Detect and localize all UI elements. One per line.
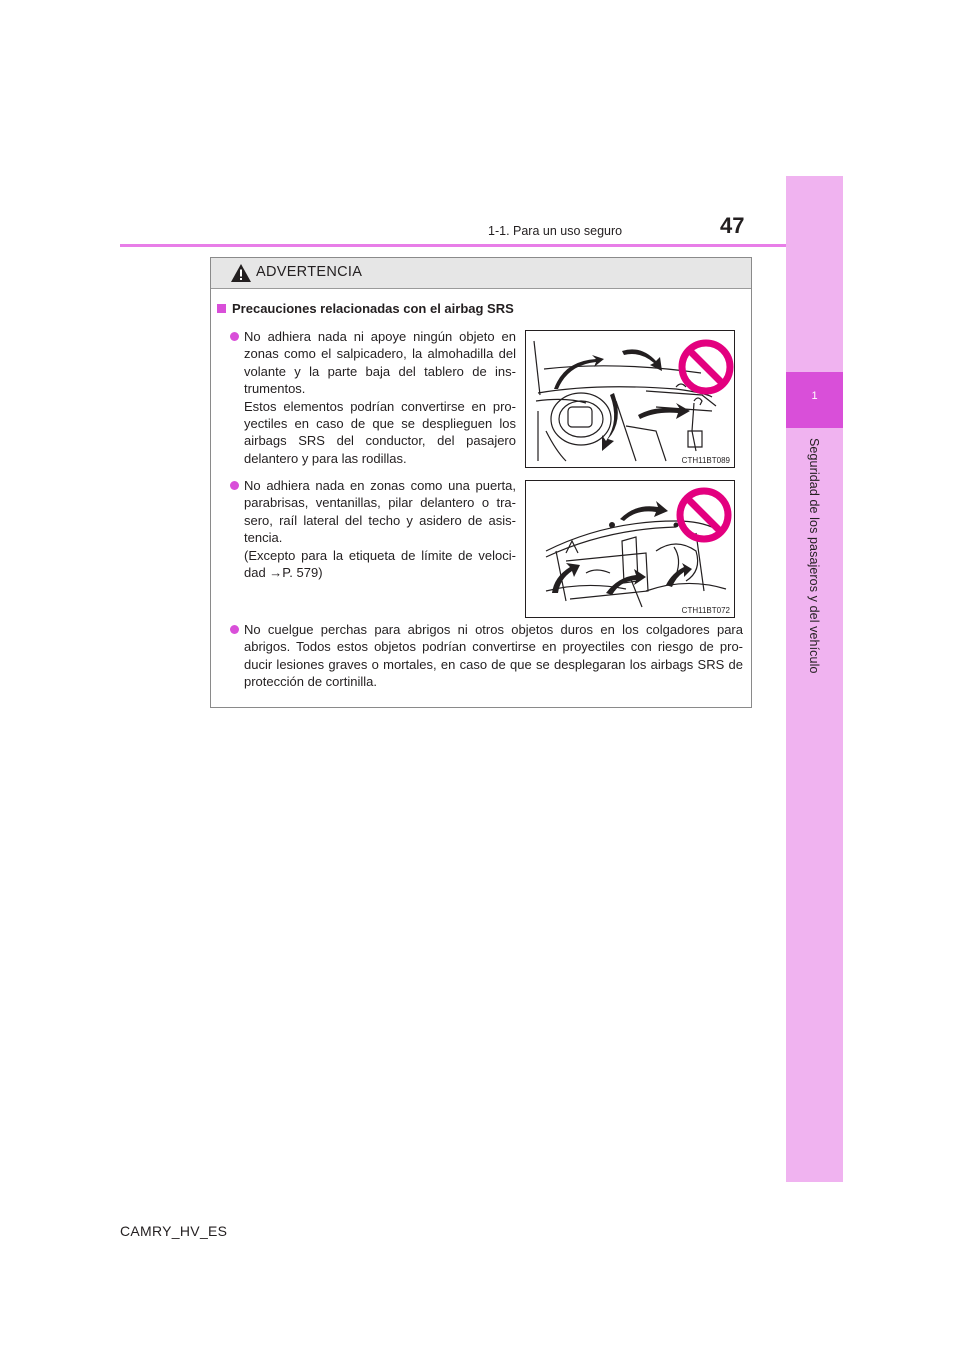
item-2-paragraph-2: (Excepto para la etiqueta de límite de veloci-dad →P. 579)	[244, 547, 516, 581]
section-heading-text: Precauciones relacionadas con el airbag SRS	[232, 301, 514, 316]
bullet-icon	[230, 332, 239, 341]
dashboard-illustration	[526, 331, 734, 467]
dashboard-airbag-figure	[525, 330, 735, 468]
chapter-side-tab	[786, 176, 843, 1182]
chapter-title-vertical	[804, 438, 824, 858]
prohibition-sign-icon	[682, 343, 730, 391]
square-bullet-icon	[217, 304, 226, 313]
header-rule	[120, 244, 786, 247]
bullet-icon	[230, 481, 239, 490]
page-number: 47	[720, 213, 745, 238]
prohibition-sign-icon	[680, 491, 728, 539]
item-1-paragraph-1: No adhiera nada ni apoye ningún objeto en zonas como el salpicadero, la almohadilla del volante y la parte baja del tablero de ins-trumentos.	[244, 329, 516, 397]
section-heading	[217, 301, 514, 316]
warning-box	[210, 257, 752, 708]
item-3-paragraph-1: No cuelgue perchas para abrigos ni otros objetos duros en los colgadores para abrigos. Todos estos objetos podrían convertirse en proyectiles con riesgo de pro-ducir lesiones graves o mortales, en caso de que se desplegaran los airbags SRS de protección de cortinilla.	[244, 622, 743, 690]
item-2-paragraph-1: No adhiera nada en zonas como una puerta, parabrisas, ventanillas, pilar delantero o tra-sero, raíl lateral del techo y asidero de asis-tencia.	[244, 478, 516, 546]
running-header-section: 1-1. Para un uso seguro	[488, 224, 623, 238]
warning-item-1	[244, 328, 516, 467]
cabin-airbag-figure	[525, 480, 735, 618]
warning-item-3	[244, 621, 743, 691]
warning-header	[211, 258, 751, 289]
chapter-number: 1	[811, 390, 818, 402]
item-1-paragraph-2: Estos elementos podrían convertirse en pro-yectiles en caso de que se desplieguen los airbags SRS del conductor, del pasajero delantero y para las rodillas.	[244, 398, 516, 466]
warning-item-2	[244, 477, 516, 581]
figure-code: CTH11BT072	[681, 606, 730, 615]
warning-title: ADVERTENCIA	[256, 264, 363, 280]
figure-code: CTH11BT089	[681, 456, 730, 465]
bullet-icon	[230, 625, 239, 634]
cabin-illustration	[526, 481, 734, 617]
chapter-title: Seguridad de los pasajeros y del vehículo	[807, 438, 821, 674]
warning-triangle-icon	[230, 263, 252, 283]
document-id: CAMRY_HV_ES	[120, 1223, 228, 1239]
